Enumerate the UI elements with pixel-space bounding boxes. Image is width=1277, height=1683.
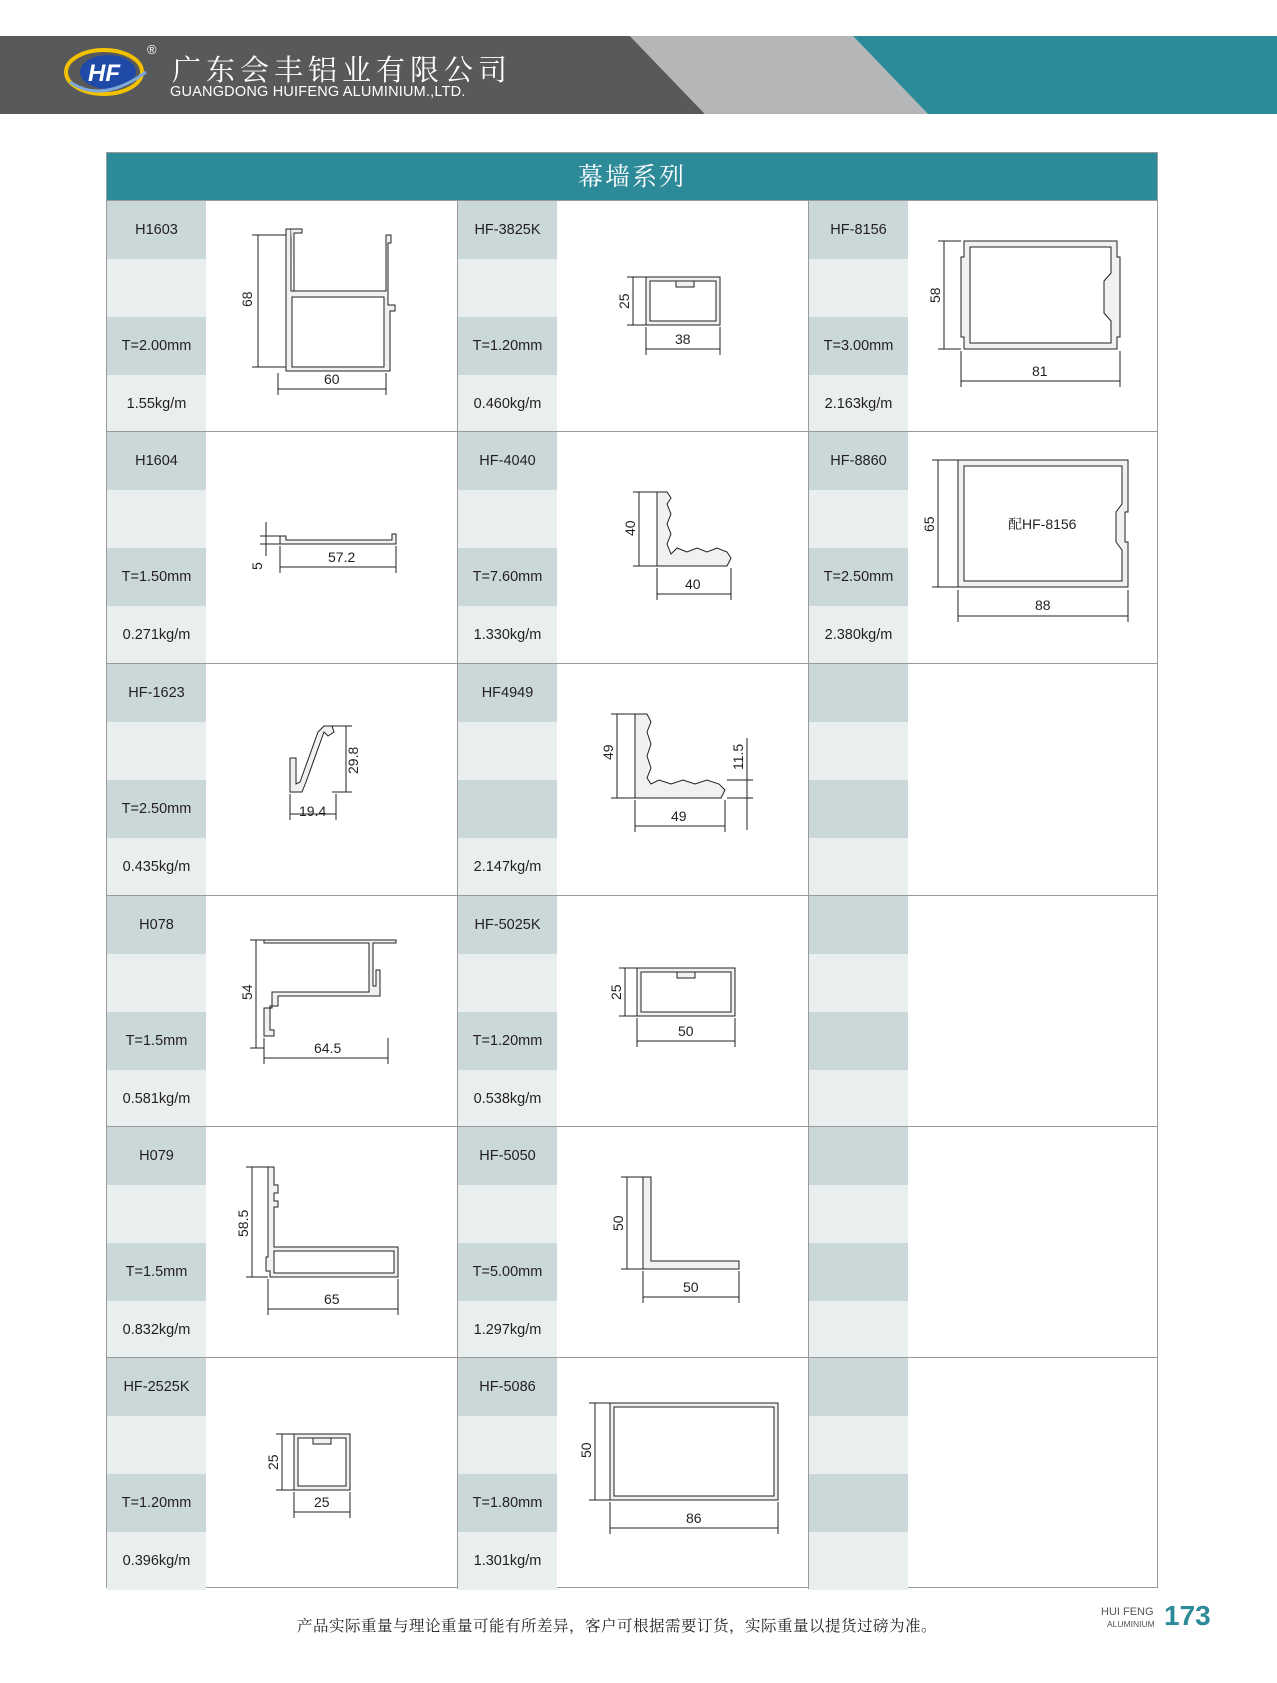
profile-drawing — [206, 664, 457, 895]
profile-cell — [457, 201, 808, 432]
dim-width: 88 — [1035, 597, 1051, 613]
table-row — [107, 895, 1157, 1127]
profile-weight: 2.163kg/m — [809, 375, 908, 433]
dim-width: 50 — [683, 1279, 699, 1295]
dim-width: 49 — [671, 808, 687, 824]
profile-cell — [808, 1358, 1159, 1589]
profile-thickness — [809, 1474, 908, 1532]
profile-weight: 1.55kg/m — [107, 375, 206, 433]
profile-drawing — [557, 896, 808, 1127]
profile-cell — [457, 664, 808, 895]
profile-weight: 1.297kg/m — [458, 1301, 557, 1359]
dim-height: 65 — [921, 516, 937, 532]
profile-cell — [808, 201, 1159, 432]
dim-height: 25 — [265, 1454, 281, 1470]
profile-drawing — [206, 432, 457, 663]
table-row — [107, 1126, 1157, 1358]
dim-height: 29.8 — [345, 746, 361, 774]
profile-code: HF-5086 — [458, 1358, 557, 1416]
profile-code: H1604 — [107, 432, 206, 490]
profile-thickness: T=1.20mm — [458, 1012, 557, 1070]
profile-drawing — [206, 1127, 457, 1358]
profile-cell — [107, 432, 457, 663]
profile-weight: 0.581kg/m — [107, 1070, 206, 1128]
dim-height: 49 — [600, 744, 616, 760]
profile-weight — [809, 1301, 908, 1359]
profile-weight: 1.301kg/m — [458, 1532, 557, 1590]
dim-height: 25 — [616, 293, 632, 309]
dim-height: 58.5 — [235, 1209, 251, 1237]
profile-cell — [107, 896, 457, 1127]
dim-width: 19.4 — [299, 803, 327, 819]
profile-code: HF-3825K — [458, 201, 557, 259]
profile-cell — [808, 432, 1159, 663]
profile-thickness: T=5.00mm — [458, 1243, 557, 1301]
profile-table — [106, 152, 1158, 1588]
profile-drawing — [557, 432, 808, 663]
profile-code: HF-1623 — [107, 664, 206, 722]
profile-thickness — [809, 780, 908, 838]
profile-cell — [107, 1358, 457, 1589]
profile-code: HF-2525K — [107, 1358, 206, 1416]
dim-lip: 11.5 — [730, 743, 746, 770]
profile-weight: 2.147kg/m — [458, 838, 557, 896]
dim-width: 86 — [686, 1510, 702, 1526]
profile-weight: 0.460kg/m — [458, 375, 557, 433]
profile-code — [809, 1358, 908, 1416]
profile-cell — [457, 1127, 808, 1358]
dim-width: 25 — [314, 1494, 330, 1510]
profile-cell — [808, 896, 1159, 1127]
footer-brand: HUI FENG — [1101, 1606, 1154, 1618]
profile-info — [107, 201, 206, 432]
footer-brand-sub: ALUMINIUM — [1107, 1619, 1155, 1629]
profile-thickness: T=1.5mm — [107, 1243, 206, 1301]
dim-width: 60 — [324, 371, 340, 387]
page-number: 173 — [1164, 1600, 1211, 1631]
profile-drawing — [557, 1127, 808, 1358]
profile-weight: 2.380kg/m — [809, 606, 908, 664]
profile-thickness: T=1.20mm — [107, 1474, 206, 1532]
dim-width: 65 — [324, 1291, 340, 1307]
profile-drawing — [206, 1358, 457, 1589]
profile-code — [809, 664, 908, 722]
profile-drawing — [557, 1358, 808, 1589]
weight-disclaimer: 产品实际重量与理论重量可能有所差异，客户可根据需要订货，实际重量以提货过磅为准。 — [297, 1617, 938, 1635]
dim-height: 25 — [608, 984, 624, 1000]
profile-cell — [808, 664, 1159, 895]
profile-cell — [107, 201, 457, 432]
profile-drawing — [206, 896, 457, 1127]
profile-code: H079 — [107, 1127, 206, 1185]
profile-weight: 0.396kg/m — [107, 1532, 206, 1590]
dim-height: 5 — [249, 562, 265, 570]
profile-thickness: T=1.80mm — [458, 1474, 557, 1532]
profile-cell — [107, 1127, 457, 1358]
dim-height: 58 — [927, 287, 943, 303]
series-title: 幕墙系列 — [107, 153, 1157, 200]
dim-height: 50 — [578, 1442, 594, 1458]
profile-drawing — [557, 664, 808, 895]
registered-mark: ® — [147, 42, 157, 57]
dim-height: 40 — [622, 520, 638, 536]
profile-drawing — [557, 201, 808, 432]
profile-thickness — [458, 780, 557, 838]
table-row — [107, 200, 1157, 432]
profile-code: H078 — [107, 896, 206, 954]
profile-weight: 0.435kg/m — [107, 838, 206, 896]
profile-weight: 0.271kg/m — [107, 606, 206, 664]
logo-letters: HF — [88, 60, 120, 87]
dim-width: 40 — [685, 576, 701, 592]
profile-thickness — [809, 1243, 908, 1301]
dim-width: 38 — [675, 331, 691, 347]
company-name-cn: 广东会丰铝业有限公司 — [172, 53, 513, 87]
profile-weight — [809, 1532, 908, 1590]
profile-code: HF-8156 — [809, 201, 908, 259]
profile-thickness: T=1.5mm — [107, 1012, 206, 1070]
profile-cell — [457, 896, 808, 1127]
profile-cell — [107, 664, 457, 895]
dim-width: 50 — [678, 1023, 694, 1039]
profile-thickness: T=2.50mm — [107, 780, 206, 838]
dim-height: 68 — [239, 291, 255, 307]
dim-width: 81 — [1032, 363, 1048, 379]
profile-cell — [808, 1127, 1159, 1358]
profile-thickness — [809, 1012, 908, 1070]
profile-code: HF-4040 — [458, 432, 557, 490]
dim-height: 50 — [610, 1215, 626, 1231]
profile-weight: 0.832kg/m — [107, 1301, 206, 1359]
profile-code: HF-5025K — [458, 896, 557, 954]
company-name-en: GUANGDONG HUIFENG ALUMINIUM.,LTD. — [170, 84, 466, 100]
profile-cell — [457, 1358, 808, 1589]
table-row — [107, 431, 1157, 663]
profile-thickness: T=7.60mm — [458, 548, 557, 606]
profile-thickness: T=2.00mm — [107, 317, 206, 375]
profile-drawing — [908, 432, 1159, 663]
dim-width: 64.5 — [314, 1040, 342, 1056]
profile-thickness: T=1.50mm — [107, 548, 206, 606]
profile-weight — [809, 838, 908, 896]
profile-code: HF-8860 — [809, 432, 908, 490]
profile-code: H1603 — [107, 201, 206, 259]
profile-weight — [809, 1070, 908, 1128]
profile-code — [809, 896, 908, 954]
dim-width: 57.2 — [328, 549, 356, 565]
profile-weight: 0.538kg/m — [458, 1070, 557, 1128]
profile-code — [809, 1127, 908, 1185]
table-row — [107, 663, 1157, 895]
profile-weight: 1.330kg/m — [458, 606, 557, 664]
table-row — [107, 1357, 1157, 1589]
profile-thickness: T=2.50mm — [809, 548, 908, 606]
profile-drawing — [908, 201, 1159, 432]
profile-thickness: T=1.20mm — [458, 317, 557, 375]
profile-code: HF4949 — [458, 664, 557, 722]
profile-code: HF-5050 — [458, 1127, 557, 1185]
dim-height: 54 — [239, 984, 255, 1000]
profile-cell — [457, 432, 808, 663]
profile-drawing — [206, 201, 457, 432]
profile-thickness: T=3.00mm — [809, 317, 908, 375]
mating-note: 配HF-8156 — [1008, 516, 1077, 532]
